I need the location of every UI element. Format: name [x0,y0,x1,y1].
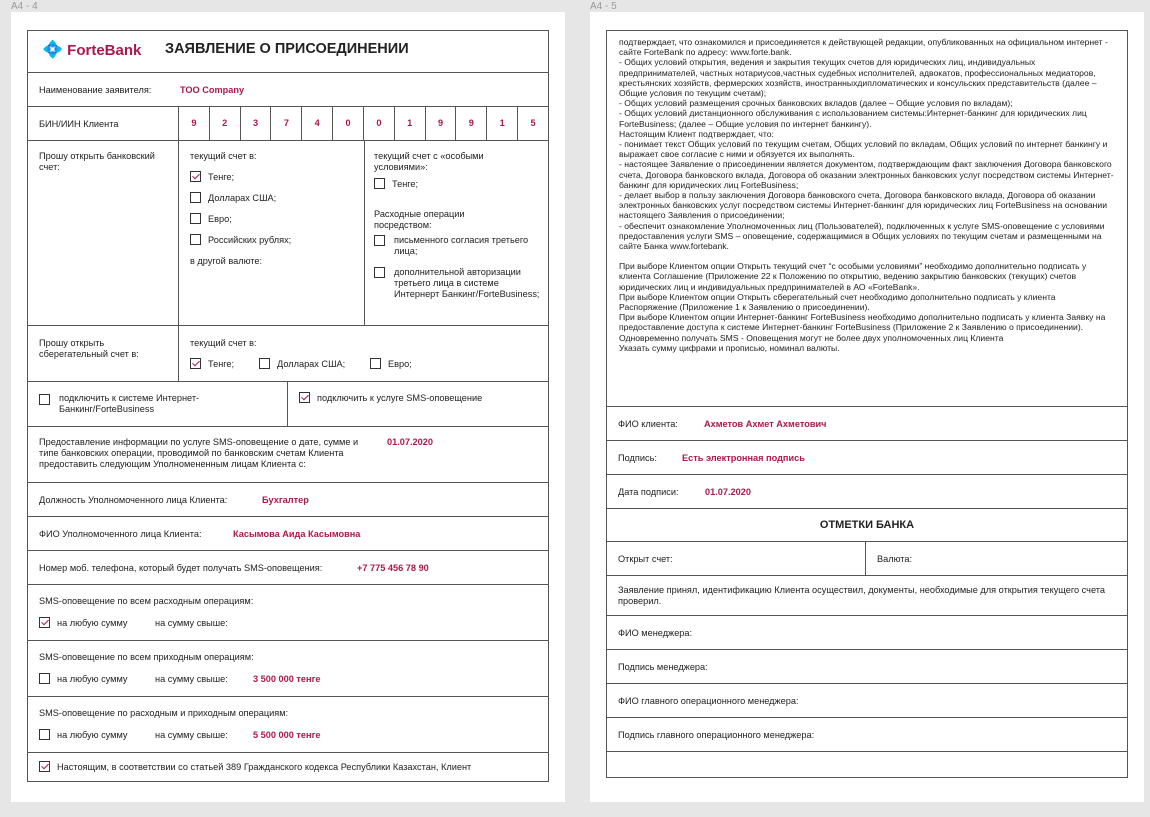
signature-row [607,441,1127,475]
savings-tenge[interactable] [190,359,234,370]
option-label: Долларах США; [208,193,277,203]
checkbox[interactable] [190,192,201,203]
accepted-row [607,576,1127,616]
savings-eur[interactable] [370,359,412,370]
bank-account-row [28,141,548,326]
savings-title: текущий счет в: [190,338,257,348]
page-a4-5 [590,12,1144,802]
sms-rule-title: SMS-оповещение по расходным и приходным операциям: [39,708,289,718]
position-label: Должность Уполномоченного лица Клиента: [39,495,228,505]
account-opened-row [607,542,1127,576]
checkbox[interactable] [39,729,50,740]
bin-digits [178,107,548,140]
sms-rule-title: SMS-оповещение по всем приходным операциям: [39,652,254,662]
auth-name-value: Касымова Аида Касымовна [233,529,361,539]
option-label: Тенге; [208,172,235,182]
terms-paragraph: Настоящим Клиент подтверждает, что: [619,128,774,139]
bin-digit: 0 [332,107,363,140]
bin-digit: 2 [209,107,240,140]
option-label: на любую сумму [57,674,128,684]
option-label: Тенге; [392,179,419,189]
chief-name-row [607,684,1127,718]
option-label: Российских рублях; [208,235,292,245]
savings-row [28,326,548,382]
connect-sms[interactable] [299,393,482,404]
special-tenge[interactable] [374,179,418,190]
option-label: Евро; [208,214,232,224]
option-label: подключить к системе Интернет-Банкинг/ForteBusiness [59,393,200,414]
application-form-continued [606,30,1128,778]
notes-paragraph: При выборе Клиентом опции Открыть текущий счет “с особыми условиями” необходимо дополнительно подписать у клиента Соглашение (Приложение 22 к Положению по открытию, ведению закрытию банковских (текущих) счетов юридических лиц и индивидуальных предпринимателей в АО «ForteBank». [619,261,1087,292]
bin-digit: 9 [455,107,486,140]
page-a4-4 [11,12,565,802]
option-label: на любую сумму [57,730,128,740]
manager-sign-row [607,650,1127,684]
terms-paragraph: - настоящее Заявление о присоединении является документом, подтверждающим факт заключения Договора банковского счета, Договора банковского вклада, Договора об оказании электронных банковских услуг посредством системы Интернет-банкинг для юридических лиц ForteBusiness; [619,159,1114,190]
applicant-label: Наименование заявителя: [39,85,152,95]
currency-label: Валюта: [877,554,913,564]
auth-name-label: ФИО Уполномоченного лица Клиента: [39,529,202,539]
sms-rule-above-label: на сумму свыше: [155,618,228,628]
bin-digit: 7 [270,107,301,140]
checkbox[interactable] [39,394,50,405]
sms-rule-above-label: на сумму свыше: [155,674,228,684]
client-name-value: Ахметов Ахмет Ахметович [704,419,827,429]
terms-paragraph: - Общих условий открытия, ведения и закрытия текущих счетов для юридических лиц, индивидуальных предпринимателей, частных нотариусов,частных судебных исполнителей, адвокатов, профессиональных медиаторов, крестьянских хозяйств, фермерских хозяйств, иностранныхдипломатических и консульских представительств (далее – Общие условия по текущим счетам); [619,57,1097,99]
bin-row [28,107,548,141]
applicant-value: ТОО Company [180,85,245,95]
terms-paragraph: - понимает текст Общих условий по текущим счетам, Общих условий по вкладам, Общих условий по интернет банкингу и выражает свое согласие с ними и обязуется их выполнять. [619,139,1108,160]
sms-rule-any-sum[interactable] [39,730,128,741]
terms-block [607,31,1127,407]
applicant-row [28,73,548,107]
checkbox[interactable] [259,358,270,369]
bin-digit: 0 [363,107,394,140]
sms-rule-amount: 5 500 000 тенге [253,730,321,740]
expense-ops-title: Расходные операции посредством: [374,209,465,230]
notes-paragraph: Одновременно получать SMS - Оповещения могут не более двух уполномоченных лиц Клиента [619,332,1004,343]
terms-paragraph: - Общих условий дистанционного обслуживания с использованием системы:Интернет-банкинг для юридических лиц ForteBusiness; (далее – Общие условия по интернет банкингу). [619,108,1087,129]
option-eur[interactable] [190,214,232,225]
current-account-title: текущий счет в: [190,151,257,161]
manager-name-label: ФИО менеджера: [618,628,693,638]
option-label: подключить к услуге SMS-оповещение [317,393,483,403]
checkbox-checked[interactable] [39,761,50,772]
option-rub[interactable] [190,235,291,246]
bin-digit: 1 [394,107,425,140]
chief-name-label: ФИО главного операционного менеджера: [618,696,799,706]
option-label: на любую сумму [57,618,128,628]
checkbox-checked[interactable] [190,358,201,369]
written-consent-option[interactable] [374,235,544,257]
chief-sign-row [607,718,1127,752]
checkbox[interactable] [374,235,385,246]
bank-account-label: Прошу открыть банковский счет: [39,151,155,172]
sms-rule-income [28,641,548,697]
logo [42,40,142,59]
special-account-title: текущий счет с «особыми условиями»: [374,151,484,172]
bin-digit: 9 [178,107,209,140]
option-label: дополнительной авторизации третьего лица в системе Интернерт Банкинг/ForteBusiness; [394,267,540,299]
option-label: Тенге; [208,359,235,369]
option-tenge[interactable] [190,172,234,183]
sms-rule-any-sum[interactable] [39,674,128,685]
checkbox[interactable] [370,358,381,369]
option-label: письменного согласия третьего лица; [394,235,529,256]
terms-paragraph: подтверждает, что ознакомился и присоединяется к действующей редакции, опубликованных на официальном интернет - сайте ForteBank по адресу: www.forte.bank. [619,37,1108,58]
checkbox[interactable] [374,178,385,189]
client-name-label: ФИО клиента: [618,419,678,429]
chief-sign-label: Подпись главного операционного менеджера: [618,730,815,740]
frame-label-right: A4 - 5 [590,1,617,12]
bank-marks-title: ОТМЕТКИ БАНКА [607,509,1127,542]
checkbox-checked[interactable] [39,617,50,628]
signature-value: Есть электронная подпись [682,453,805,463]
option-label: Долларах США; [277,359,346,369]
sms-rule-amount: 3 500 000 тенге [253,674,321,684]
bin-digit: 3 [240,107,271,140]
position-row [28,483,548,517]
civil-code-row [28,753,548,781]
checkbox[interactable] [374,267,385,278]
connect-internet-banking[interactable] [39,393,239,415]
option-usd[interactable] [190,193,276,204]
bin-digit: 5 [517,107,548,140]
checkbox[interactable] [39,673,50,684]
forte-logo-icon: 💠 [42,40,64,59]
bin-label: БИН/ИИН Клиента [39,119,119,129]
page-title: ЗАЯВЛЕНИЕ О ПРИСОЕДИНЕНИИ [165,41,409,57]
notes-paragraph: При выборе Клиентом опции Открыть сберегательный счет необходимо дополнительно подписать у клиента Распоряжение (Приложение 1 к Заявлению о присоединении). [619,291,1056,313]
signature-label: Подпись: [618,453,657,463]
phone-row [28,551,548,585]
checkbox-checked[interactable] [190,171,201,182]
terms-paragraph: - Общих условий размещения срочных банковских вкладов (далее – Общие условия по вкладам); [619,98,1013,109]
logo-text: ForteBank [67,42,142,59]
form-header [28,31,548,73]
phone-label: Номер моб. телефона, который будет получать SMS-оповещения: [39,563,323,573]
frame-label-left: A4 - 4 [11,1,38,12]
checkbox[interactable] [190,213,201,224]
savings-usd[interactable] [259,359,345,370]
sms-rule-any-sum[interactable] [39,618,128,629]
sms-rule-both [28,697,548,753]
checkbox-checked[interactable] [299,392,310,403]
option-label: Евро; [388,359,412,369]
manager-sign-label: Подпись менеджера: [618,662,708,672]
client-name-row [607,407,1127,441]
sign-date-row [607,475,1127,509]
sms-rule-expense [28,585,548,641]
sign-date-label: Дата подписи: [618,487,679,497]
notes-paragraph: Указать сумму цифрами и прописью, номинал валюты. [619,342,840,353]
accepted-text: Заявление принял, идентификацию Клиента осуществил, документы, необходимые для открытия текущего счета проверил. [618,585,1105,606]
checkbox[interactable] [190,234,201,245]
account-opened-label: Открыт счет: [618,554,673,564]
empty-row [607,752,1127,777]
terms-paragraph: - делает выбор в пользу заключения Договора банковского счета, Договора банковского вклада, Договора об оказании электронных банковских услуг посредством системы Интернет-банкинг для юридических лиц ForteBusiness на основании настоящего Заявления о присоединении; [619,190,1107,221]
position-value: Бухгалтер [262,495,309,505]
manager-name-row [607,616,1127,650]
bin-digit: 9 [425,107,456,140]
auth-name-row [28,517,548,551]
terms-text [607,31,1127,353]
sms-rule-title: SMS-оповещение по всем расходным операциям: [39,596,254,606]
sms-info-row [28,427,548,483]
bin-digit: 4 [301,107,332,140]
civil-code-text: Настоящим, в соответствии со статьей 389 Гражданского кодекса Республики Казахстан, Клиент [57,762,472,772]
civil-code-agreement[interactable] [39,762,471,773]
bin-digit: 1 [486,107,517,140]
savings-label: Прошу открыть сберегательный счет в: [39,338,139,359]
sign-date-value: 01.07.2020 [705,487,751,497]
application-form [27,30,549,782]
sms-rule-above-label: на сумму свыше: [155,730,228,740]
sms-info-text: Предоставление информации по услуге SMS-оповещение о дате, сумме и типе банковских операции, проводимой по банковским счетам Клиента предоставить следующим Уполномененным лицам Клиента с: [39,437,359,469]
extra-auth-option[interactable] [374,267,544,300]
sms-info-date: 01.07.2020 [387,437,433,447]
other-currency-label: в другой валюте: [190,256,263,266]
connect-row [28,382,548,427]
phone-value: +7 775 456 78 90 [357,563,429,573]
notes-paragraph: При выборе Клиентом опции Интернет-банкинг ForteBusiness необходимо дополнительно подписать у клиента Заявку на предоставление доступа к системе Интернет-банкинг ForteBusiness (Приложение 2 к Заявлению о присоединении). [619,312,1106,333]
terms-paragraph: - обеспечит ознакомление Уполномоченных лиц (Пользователей), подключенных к услуге SMS-оповещение с условиями предоставления услуги SMS – оповещение, содержащимися в Общих условиях по текущим счетам и размещенными на сайте Банка www.fortebank. [619,220,1105,252]
